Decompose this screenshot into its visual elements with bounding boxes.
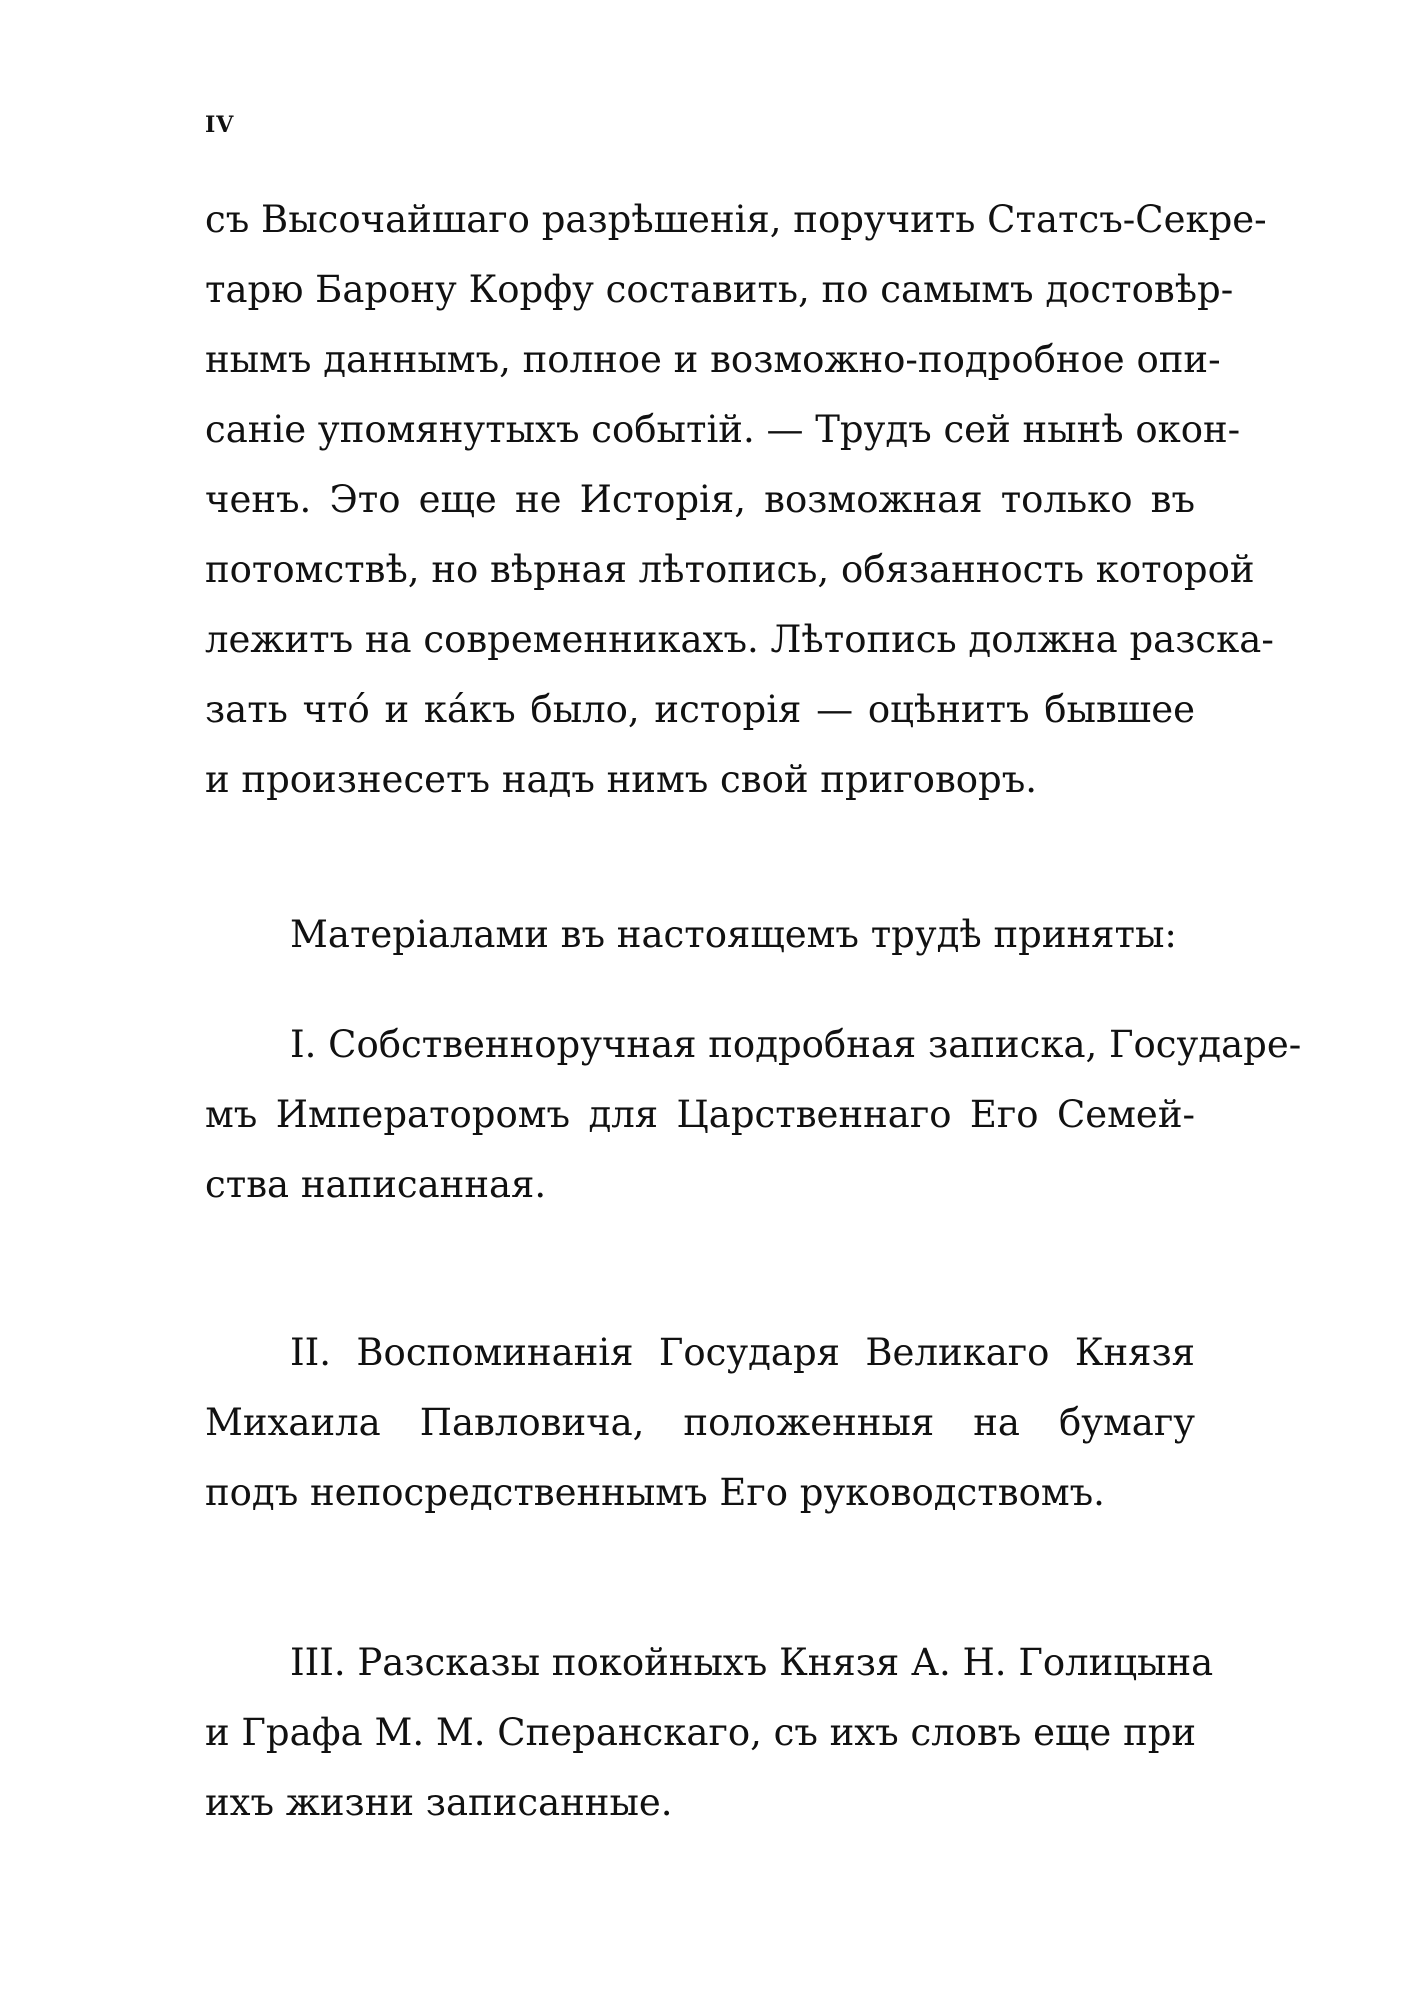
text-line: ихъ жизни записанные. [205,1781,673,1824]
text-line: саніе упомянутыхъ событій. — Трудъ сей нынѣ окон- [205,408,1241,451]
text-line: съ Высочайшаго разрѣшенія, поручить Статсъ-Секре- [205,198,1267,241]
text-line: и Графа М. М. Сперанскаго, съ ихъ словъ еще при [205,1711,1197,1754]
text-line: мъ Императоромъ для Царственнаго Его Семей- [205,1093,1195,1136]
materials-item-2 [205,1318,1195,1528]
text-line: II. Воспоминанія Государя Великаго Князя [290,1331,1195,1374]
text-line: зать что́ и ка́къ было, исторія — оцѣнитъ бывшее [205,688,1195,731]
materials-heading-paragraph [205,900,1195,970]
text-line: Михаила Павловича, положенныя на бумагу [205,1401,1195,1444]
text-line: потомствѣ, но вѣрная лѣтопись, обязанность которой [205,548,1255,591]
materials-item-1 [205,1010,1302,1220]
materials-heading: Матеріалами въ настоящемъ трудѣ приняты: [290,913,1177,956]
text-line: и произнесетъ надъ нимъ свой приговоръ. [205,758,1038,801]
page-number: IV [205,112,235,138]
text-line: ства написанная. [205,1163,547,1206]
text-line: III. Разсказы покойныхъ Князя А. Н. Голицына [290,1641,1214,1684]
text-line: подъ непосредственнымъ Его руководствомъ. [205,1471,1105,1514]
text-line: нымъ даннымъ, полное и возможно-подробное опи- [205,338,1221,381]
intro-paragraph [205,185,1274,815]
text-line: I. Собственноручная подробная записка, Государе- [290,1023,1302,1066]
materials-item-3 [205,1628,1214,1838]
text-line: тарю Барону Корфу составить, по самымъ достовѣр- [205,268,1234,311]
text-line: ченъ. Это еще не Исторія, возможная только въ [205,478,1195,521]
text-line: лежитъ на современникахъ. Лѣтопись должна разска- [205,618,1274,661]
